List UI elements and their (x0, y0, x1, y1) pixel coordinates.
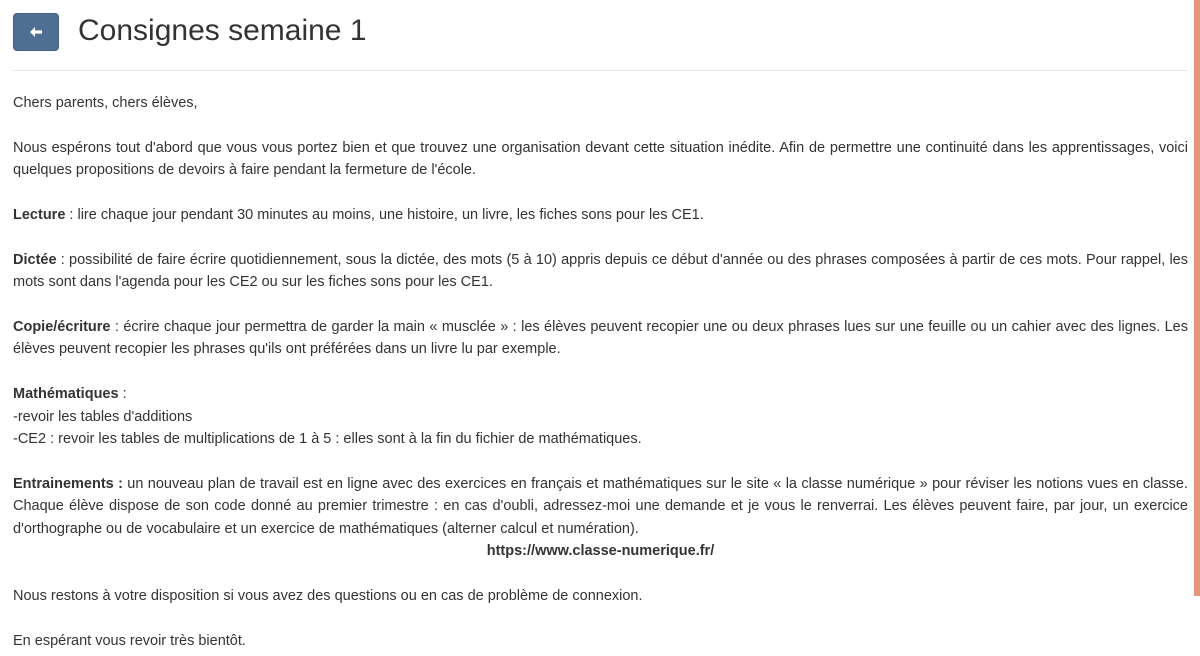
maths-suffix: : (118, 386, 127, 403)
copie-text: : écrire chaque jour permettra de garder la main « musclée » : les élèves peuvent recopier une ou deux phrases lues sur une feuille ou un cahier avec des lignes. Les élèves peuvent recopier les phrases qu'ils ont préférées dans un livre lu par exemple. (13, 319, 1188, 358)
article-body (13, 92, 1188, 656)
back-button[interactable] (13, 13, 59, 51)
lecture-label: Lecture (13, 207, 66, 223)
maths-heading (13, 383, 1188, 405)
greeting: Chers parents, chers élèves, (13, 95, 198, 111)
dictee-label: Dictée (13, 251, 57, 268)
scrollbar-thumb[interactable] (1194, 0, 1200, 596)
maths-paragraph (13, 383, 1188, 450)
page-title: Consignes semaine 1 (78, 14, 367, 47)
dictee-paragraph (13, 249, 1188, 294)
copie-paragraph (13, 316, 1188, 361)
dictee-text: : possibilité de faire écrire quotidiennement, sous la dictée, des mots (5 à 10) appris depuis ce début d'année ou des phrases composées à partir de ces mots. Pour rappel, les mots sont dans l'agenda pour les CE2 ou sur les fiches sons pour les CE1. (13, 251, 1188, 291)
disposition-paragraph: Nous restons à votre disposition si vous avez des questions ou en cas de problème de connexion. (13, 587, 643, 604)
maths-line-1: -revoir les tables d'additions (13, 408, 193, 425)
copie-label: Copie/écriture (13, 319, 111, 335)
entrainements-label: Entrainements : (13, 475, 123, 492)
intro-paragraph: Nous espérons tout d'abord que vous vous portez bien et que trouvez une organisation devant cette situation inédite. Afin de permettre une continuité dans les apprentissages, voici quelques propositions de devoirs à faire pendant la fermeture de l'école. (13, 139, 1188, 179)
page-header (13, 0, 1188, 71)
arrow-left-icon (29, 25, 43, 39)
maths-line-2: -CE2 : revoir les tables de multiplications de 1 à 5 : elles sont à la fin du fichier de mathématiques. (13, 431, 642, 448)
closing-paragraph: En espérant vous revoir très bientôt. (13, 632, 246, 649)
lecture-paragraph (13, 204, 1188, 226)
entrainements-paragraph (13, 473, 1188, 563)
lecture-text: : lire chaque jour pendant 30 minutes au moins, une histoire, un livre, les fiches sons pour les CE1. (65, 207, 704, 223)
classe-numerique-link[interactable]: https://www.classe-numerique.fr/ (486, 543, 715, 560)
entrainements-text: un nouveau plan de travail est en ligne avec des exercices en français et mathématiques sur le site « la classe numérique » pour réviser les notions vues en classe. Chaque élève dispose de son code donné au premier trimestre : en cas d'oubli, adressez-moi une demande et je vous le renverrai. Les élèves peuvent faire, par jour, un exercice d'orthographe ou de vocabulaire et un exercice de mathématiques (alterner calcul et numération). (13, 475, 1188, 537)
maths-label: Mathématiques (13, 386, 119, 403)
